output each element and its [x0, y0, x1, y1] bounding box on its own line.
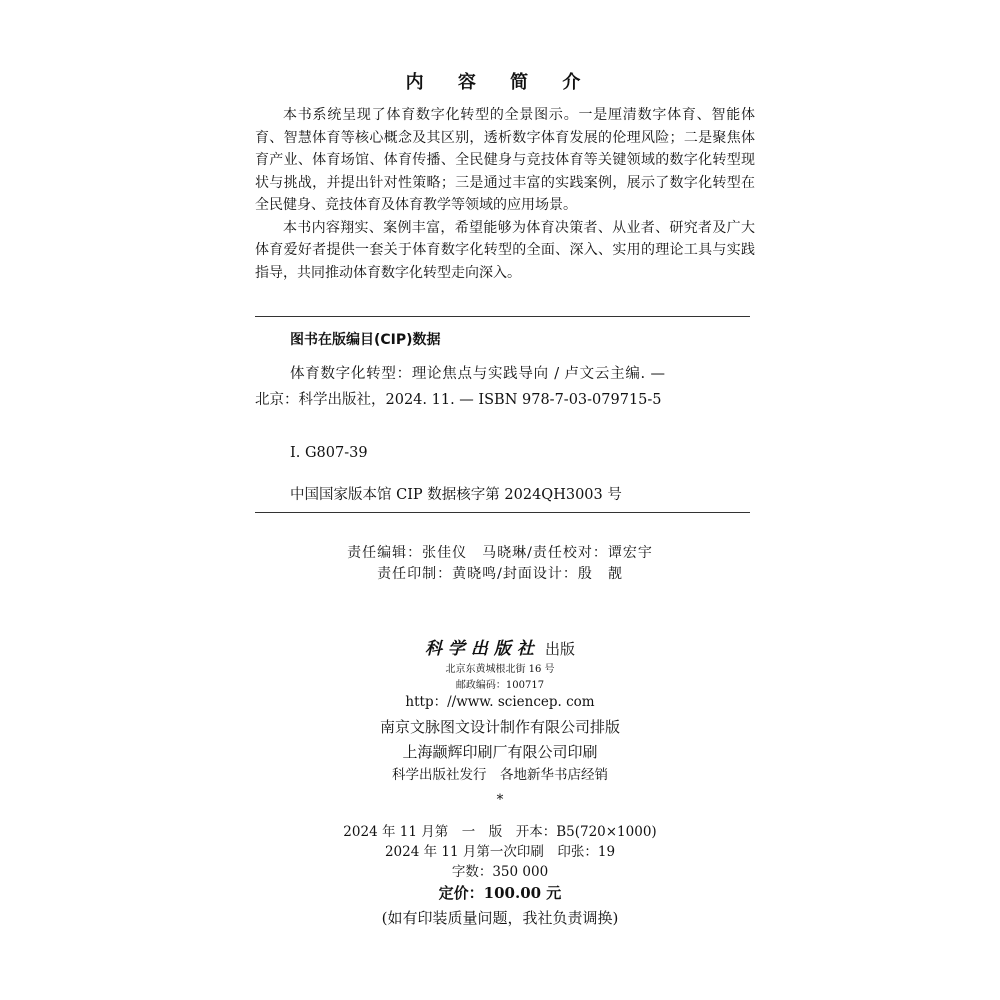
typesetter-line: 南京文脉图文设计制作有限公司排版 — [379, 718, 620, 736]
printer-line: 上海颛辉印刷厂有限公司印刷 — [402, 743, 598, 761]
editor-credits: 责任编辑：张佳仪 马晓琳/责任校对：谭宏宇 — [347, 545, 653, 561]
edition-line: 2024 年 11 月第 一 版 开本：B5(720×1000) — [343, 824, 657, 840]
cip-heading: 图书在版编目(CIP)数据 — [290, 332, 441, 348]
book-introduction — [255, 104, 755, 284]
price-line: 定价：100.00 元 — [438, 884, 562, 902]
divider-bottom — [255, 512, 750, 513]
quality-notice: (如有印装质量问题，我社负责调换) — [381, 909, 619, 927]
page-title: 内 容 简 介 — [405, 72, 595, 93]
publisher-logo: 科学出版社 — [424, 639, 540, 659]
cip-number: 中国国家版本馆 CIP 数据核字第 2024QH3003 号 — [290, 487, 622, 503]
word-count: 字数：350 000 — [451, 864, 549, 880]
publish-label: 出版 — [545, 640, 576, 658]
cip-classification: Ⅰ. G807-39 — [290, 445, 368, 461]
distribution-line: 科学出版社发行 各地新华书店经销 — [392, 767, 608, 783]
production-credits: 责任印制：黄晓鸣/封面设计：殷 靓 — [377, 566, 623, 582]
publisher-postcode: 邮政编码：100717 — [455, 680, 545, 691]
publisher-url: http：//www. sciencep. com — [405, 694, 595, 710]
intro-paragraph-1: 本书系统呈现了体育数字化转型的全景图示。一是厘清数字体育、智能体育、智慧体育等核心概念及其区别，透析数字体育发展的伦理风险；二是聚焦体育产业、体育场馆、体育传播、全民健身与竞技体育等关键领域的数字化转型现状与挑战，并提出针对性策略；三是通过丰富的实践案例，展示了数字化转型在全民健身、竞技体育及体育教学等领域的应用场景。 — [255, 107, 755, 213]
cip-record: 体育数字化转型：理论焦点与实践导向 / 卢文云主编. — 北京：科学出版社，2024. 11. — ISBN 978-7-03-079715-5 — [255, 366, 665, 408]
intro-paragraph-2: 本书内容翔实、案例丰富，希望能够为体育决策者、从业者、研究者及广大体育爱好者提供一套关于体育数字化转型的全面、深入、实用的理论工具与实践指导，共同推动体育数字化转型走向深入。 — [255, 219, 755, 281]
printing-line: 2024 年 11 月第一次印刷 印张：19 — [384, 844, 616, 860]
divider-top — [255, 316, 750, 317]
publisher-address: 北京东黄城根北街 16 号 — [445, 664, 555, 675]
publisher-line — [0, 634, 1000, 659]
separator-star: * — [496, 792, 504, 808]
